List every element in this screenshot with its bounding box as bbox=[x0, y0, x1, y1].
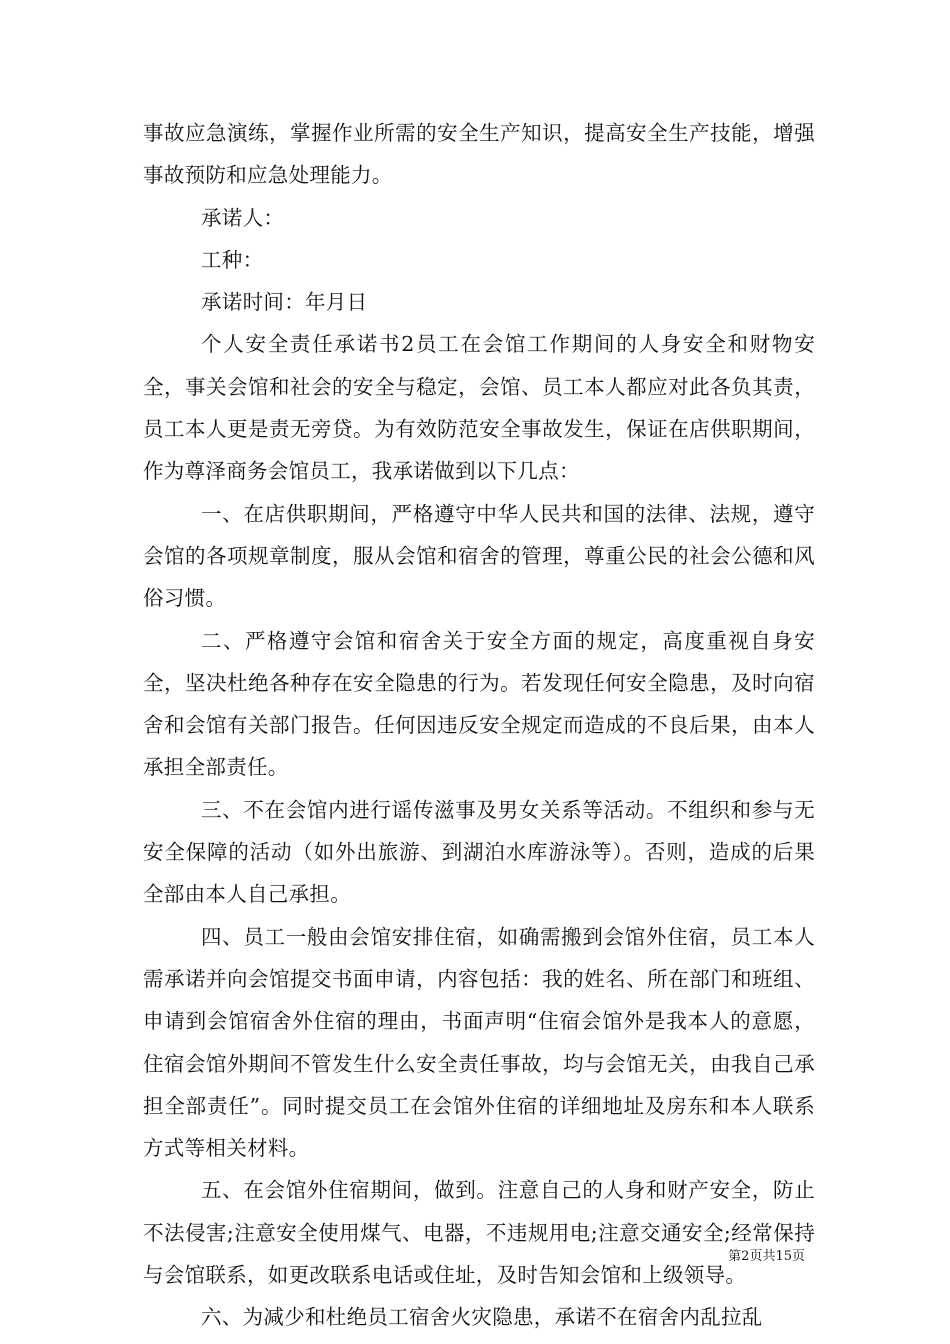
paragraph-item-4: 四、员工一般由会馆安排住宿，如确需搬到会馆外住宿，员工本人需承诺并向会馆提交书面申请，内容包括：我的姓名、所在部门和班组、申请到会馆宿舍外住宿的理由，书面声明“住宿会馆外是我本人的意愿，住宿会馆外期间不管发生什么安全责任事故，均与会馆无关，由我自己承担全部责任”。同时提交员工在会馆外住宿的详细地址及房东和本人联系方式等相关材料。 bbox=[143, 924, 815, 1161]
paragraph-item-3: 三、不在会馆内进行谣传滋事及男女关系等活动。不组织和参与无安全保障的活动（如外出旅游、到湖泊水库游泳等）。否则，造成的后果全部由本人自己承担。 bbox=[143, 797, 815, 907]
paragraph-item-6: 六、为减少和杜绝员工宿舍火灾隐患，承诺不在宿舍内乱拉乱 bbox=[201, 1305, 763, 1330]
paragraph-intro: 个人安全责任承诺书2员工在会馆工作期间的人身安全和财物安全，事关会馆和社会的安全与稳定，会馆、员工本人都应对此各负其责，员工本人更是责无旁贷。为有效防范安全事故发生，保证在店供职期间，作为尊泽商务会馆员工，我承诺做到以下几点： bbox=[143, 332, 815, 484]
document-body bbox=[143, 112, 815, 1338]
paragraph-item-2: 二、严格遵守会馆和宿舍关于安全方面的规定，高度重视自身安全，坚决杜绝各种存在安全隐患的行为。若发现任何安全隐患，及时向宿舍和会馆有关部门报告。任何因违反安全规定而造成的不良后果，由本人承担全部责任。 bbox=[143, 628, 815, 780]
paragraph-item-5: 五、在会馆外住宿期间，做到。注意自己的人身和财产安全，防止不法侵害;注意安全使用煤气、电器，不违规用电;注意交通安全;经常保持与会馆联系，如更改联系电话或住址，及时告知会馆和上级领导。 bbox=[143, 1178, 815, 1288]
paragraph-promise-date: 承诺时间：年月日 bbox=[201, 290, 368, 315]
page-number: 第2页共15页 bbox=[728, 1249, 805, 1264]
paragraph-promisor: 承诺人： bbox=[201, 205, 285, 230]
paragraph-drill-continuation: 事故应急演练，掌握作业所需的安全生产知识，提高安全生产技能，增强事故预防和应急处理能力。 bbox=[143, 121, 815, 188]
paragraph-item-1: 一、在店供职期间，严格遵守中华人民共和国的法律、法规，遵守会馆的各项规章制度，服从会馆和宿舍的管理，尊重公民的社会公德和风俗习惯。 bbox=[143, 501, 815, 611]
paragraph-job-type: 工种： bbox=[201, 247, 264, 272]
